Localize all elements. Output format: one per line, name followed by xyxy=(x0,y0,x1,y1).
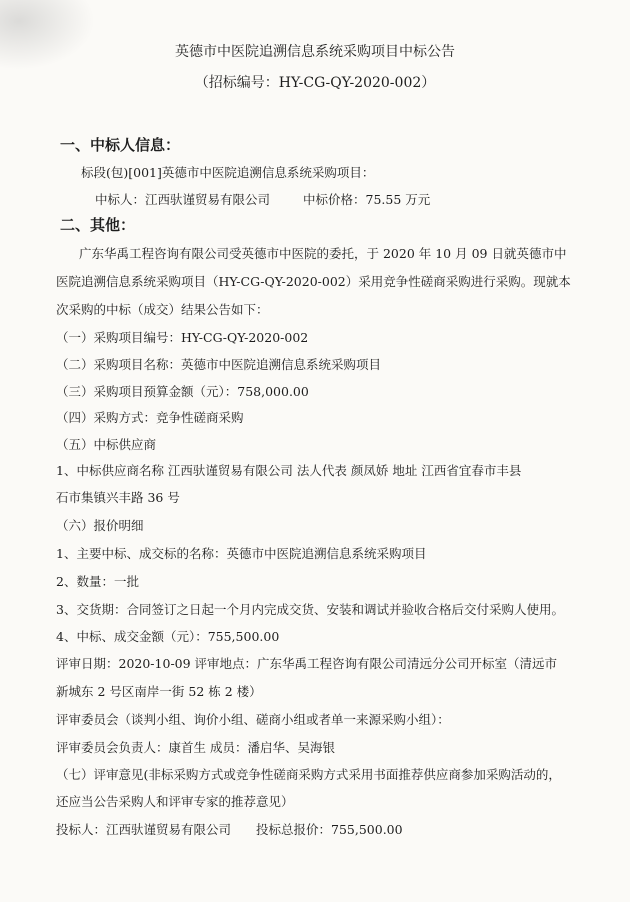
document-title: 英德市中医院追溯信息系统采购项目中标公告 xyxy=(175,44,455,60)
quote-subject: 1、主要中标、成交标的名称：英德市中医院追溯信息系统采购项目 xyxy=(56,546,427,561)
section1-heading: 一、中标人信息： xyxy=(60,136,181,154)
quote-amount: 4、中标、成交金额（元）：755,500.00 xyxy=(56,629,280,644)
item-method: （四）采购方式：竞争性磋商采购 xyxy=(56,410,244,425)
section2-heading: 二、其他： xyxy=(60,216,136,234)
review-opinion-line1: （七）评审意见(非标采购方式或竞争性磋商采购方式采用书面推荐供应商参加采购活动的， xyxy=(56,767,561,782)
lot-line: 标段(包)[001]英德市中医院追溯信息系统采购项目： xyxy=(81,165,375,180)
item-project-name: （二）采购项目名称：英德市中医院追溯信息系统采购项目 xyxy=(56,357,382,372)
committee-members: 评审委员会负责人：康首生 成员：潘启华、吴海银 xyxy=(56,740,335,755)
bid-total: 投标总报价：755,500.00 xyxy=(256,822,403,837)
winning-price: 中标价格：75.55 万元 xyxy=(303,192,431,207)
review-line2: 新城东 2 号区南岸一街 52 栋 2 楼） xyxy=(56,684,262,699)
item-budget: （三）采购项目预算金额（元）：758,000.00 xyxy=(56,384,309,399)
paragraph1-line2: 医院追溯信息系统采购项目（HY-CG-QY-2020-002）采用竞争性磋商采购进行采购。现就本 xyxy=(56,274,571,289)
paragraph1-line3: 次采购的中标（成交）结果公告如下： xyxy=(56,302,269,317)
bid-number: （招标编号：HY-CG-QY-2020-002） xyxy=(194,75,436,91)
review-line1: 评审日期：2020-10-09 评审地点：广东华禹工程咨询有限公司清远分公司开标室（清远市 xyxy=(56,656,558,671)
item-supplier-heading: （五）中标供应商 xyxy=(56,437,157,452)
quote-quantity: 2、数量：一批 xyxy=(56,574,139,589)
committee: 评审委员会（谈判小组、询价小组、磋商小组或者单一来源采购小组）： xyxy=(56,712,450,727)
quote-delivery: 3、交货期：合同签订之日起一个月内完成交货、安装和调试并验收合格后交付采购人使用。 xyxy=(56,602,564,617)
supplier-line1: 1、中标供应商名称 江西驮谨贸易有限公司 法人代表 颜凤娇 地址 江西省宜春市丰县 xyxy=(56,463,522,478)
item-quote-heading: （六）报价明细 xyxy=(56,518,144,533)
item-project-number: （一）采购项目编号：HY-CG-QY-2020-002 xyxy=(56,330,309,345)
winner: 中标人：江西驮谨贸易有限公司 xyxy=(95,192,271,207)
review-opinion-line2: 还应当公告采购人和评审专家的推荐意见） xyxy=(56,794,294,809)
paragraph1-line1: 广东华禹工程咨询有限公司受英德市中医院的委托，于 2020 年 10 月 09 日就英德市中 xyxy=(79,246,567,261)
bidder: 投标人：江西驮谨贸易有限公司 xyxy=(56,822,232,837)
supplier-line2: 石市集镇兴丰路 36 号 xyxy=(56,490,180,505)
